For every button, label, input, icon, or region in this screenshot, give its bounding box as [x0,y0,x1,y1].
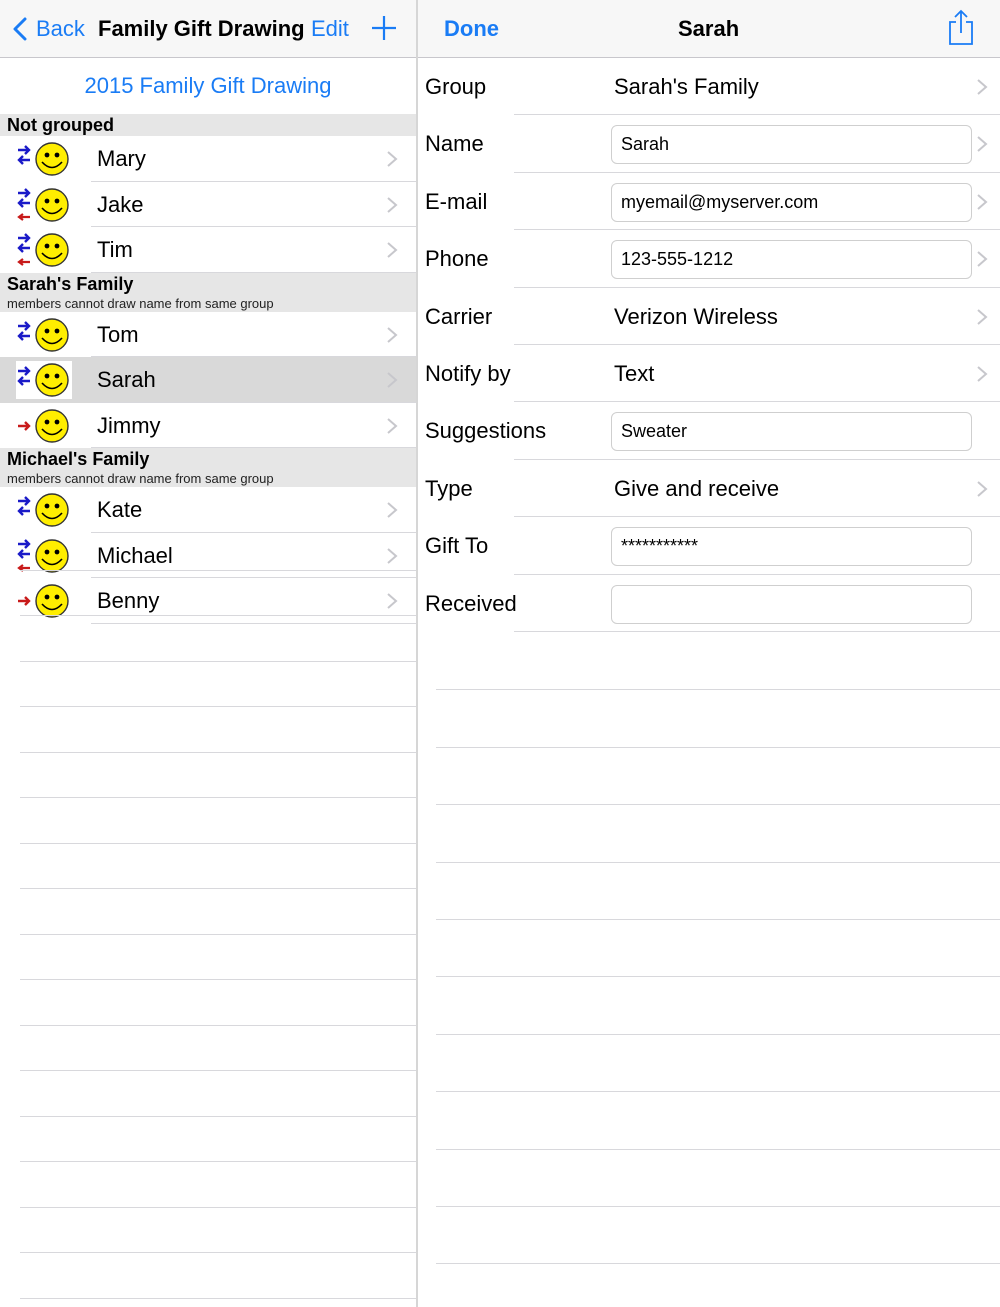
chevron-right-icon [386,150,398,168]
smiley-icon [16,407,72,445]
type-value: Give and receive [614,475,780,501]
smiley-icon [16,231,72,269]
empty-row-separator [20,1116,416,1117]
empty-row-separator [20,1070,416,1071]
empty-row-separator [436,689,1000,690]
empty-row-separator [20,570,416,571]
chevron-left-icon[interactable] [11,17,33,41]
chevron-right-icon [386,326,398,344]
person-row[interactable] [0,312,416,358]
group-header [0,114,416,136]
person-name: Benny [97,588,160,613]
row-separator [514,631,1000,632]
empty-row-separator [20,843,416,844]
group-header [0,273,416,312]
group-title: Michael's Family [7,449,150,469]
carrier-row[interactable] [418,288,1000,345]
empty-row-separator [436,747,1000,748]
empty-row-separator [20,888,416,889]
smiley-icon [16,316,72,354]
person-row[interactable] [0,357,416,403]
group-header [0,448,416,487]
name-field[interactable]: Sarah [611,125,972,164]
person-name: Sarah [97,367,156,392]
phone-label: Phone [425,246,489,272]
chevron-right-icon [386,371,398,389]
chevron-right-icon [386,417,398,435]
detail-form [418,58,1000,1307]
empty-row-separator [20,615,416,616]
empty-row-separator [20,1207,416,1208]
detail-title: Sarah [678,16,740,41]
group-label: Group [425,74,487,99]
chevron-right-icon[interactable] [976,135,988,153]
done-button[interactable]: Done [444,16,499,41]
chevron-right-icon [976,480,988,498]
person-name: Tom [97,321,139,347]
drawing-title-link[interactable]: 2015 Family Gift Drawing [84,73,332,98]
chevron-right-icon [386,501,398,519]
chevron-right-icon[interactable] [976,250,988,268]
notify-row[interactable] [418,345,1000,402]
carrier-label: Carrier [425,303,493,329]
phone-row [418,230,1000,287]
empty-row-separator [20,661,416,662]
suggestions-label: Suggestions [425,418,547,444]
participant-list [0,58,416,1307]
add-icon[interactable] [371,15,397,41]
empty-row-separator [20,706,416,707]
gift-to-field[interactable]: *********** [611,527,972,566]
suggestions-field[interactable]: Sweater [611,412,972,451]
empty-row-separator [436,1206,1000,1207]
name-row [418,115,1000,172]
chevron-right-icon [386,547,398,565]
back-button[interactable]: Back [36,16,85,41]
person-row[interactable] [0,487,416,533]
row-separator [91,447,416,448]
suggestions-row [418,402,1000,459]
empty-row-separator [20,1252,416,1253]
group-title: Sarah's Family [7,273,134,294]
name-label: Name [425,131,484,157]
person-row[interactable] [0,227,416,273]
group-subtitle: members cannot draw name from same group [7,295,274,311]
empty-row-separator [436,862,1000,863]
empty-row-separator [20,1161,416,1162]
type-row[interactable] [418,460,1000,517]
person-row[interactable] [0,403,416,449]
empty-row-separator [20,797,416,798]
chevron-right-icon [976,365,988,383]
smiley-icon [16,491,72,529]
notify-value: Text [614,361,655,386]
empty-row-separator [20,934,416,935]
empty-row-separator [20,1025,416,1026]
email-label: E-mail [425,188,488,214]
master-navbar [0,0,417,58]
person-row[interactable] [0,182,416,228]
chevron-right-icon [386,592,398,610]
person-row[interactable] [0,533,416,579]
notify-label: Notify by [425,361,511,386]
smiley-icon [16,361,72,399]
empty-row-separator [20,752,416,753]
gift-to-label: Gift To [425,533,489,559]
type-label: Type [425,475,473,501]
gift-to-row [418,517,1000,574]
empty-row-separator [436,1149,1000,1150]
person-row[interactable] [0,136,416,182]
share-icon[interactable] [948,8,974,46]
edit-button[interactable]: Edit [311,16,349,41]
chevron-right-icon [386,196,398,214]
chevron-right-icon [386,241,398,259]
person-name: Kate [97,497,143,522]
smiley-icon [16,186,72,224]
empty-row-separator [20,1298,416,1299]
empty-row-separator [436,1091,1000,1092]
empty-row-separator [20,979,416,980]
person-name: Mary [97,146,146,171]
person-name: Jimmy [97,412,161,438]
person-row[interactable] [0,578,416,624]
groups-container [0,114,416,624]
group-value: Sarah's Family [614,74,759,99]
row-separator [91,623,416,624]
received-field[interactable] [611,585,972,624]
group-subtitle: members cannot draw name from same group [7,471,274,486]
person-name: Tim [97,237,133,262]
phone-field[interactable]: 123-555-1212 [611,240,972,279]
person-name: Jake [97,191,144,217]
empty-row-separator [436,1034,1000,1035]
email-field[interactable]: myemail@myserver.com [611,183,972,222]
carrier-value: Verizon Wireless [614,303,778,329]
detail-navbar [418,0,1000,58]
email-row [418,173,1000,230]
chevron-right-icon [976,308,988,326]
empty-row-separator [436,976,1000,977]
smiley-icon [16,140,72,178]
empty-row-separator [436,1263,1000,1264]
master-title: Family Gift Drawing [98,16,305,41]
received-label: Received [425,590,517,616]
person-name: Michael [97,542,173,568]
received-row [418,575,1000,632]
chevron-right-icon[interactable] [976,193,988,211]
group-row[interactable] [418,58,1000,115]
group-title: Not grouped [7,115,114,135]
chevron-right-icon [976,78,988,96]
row-separator [91,272,416,273]
empty-row-separator [436,804,1000,805]
empty-row-separator [436,919,1000,920]
